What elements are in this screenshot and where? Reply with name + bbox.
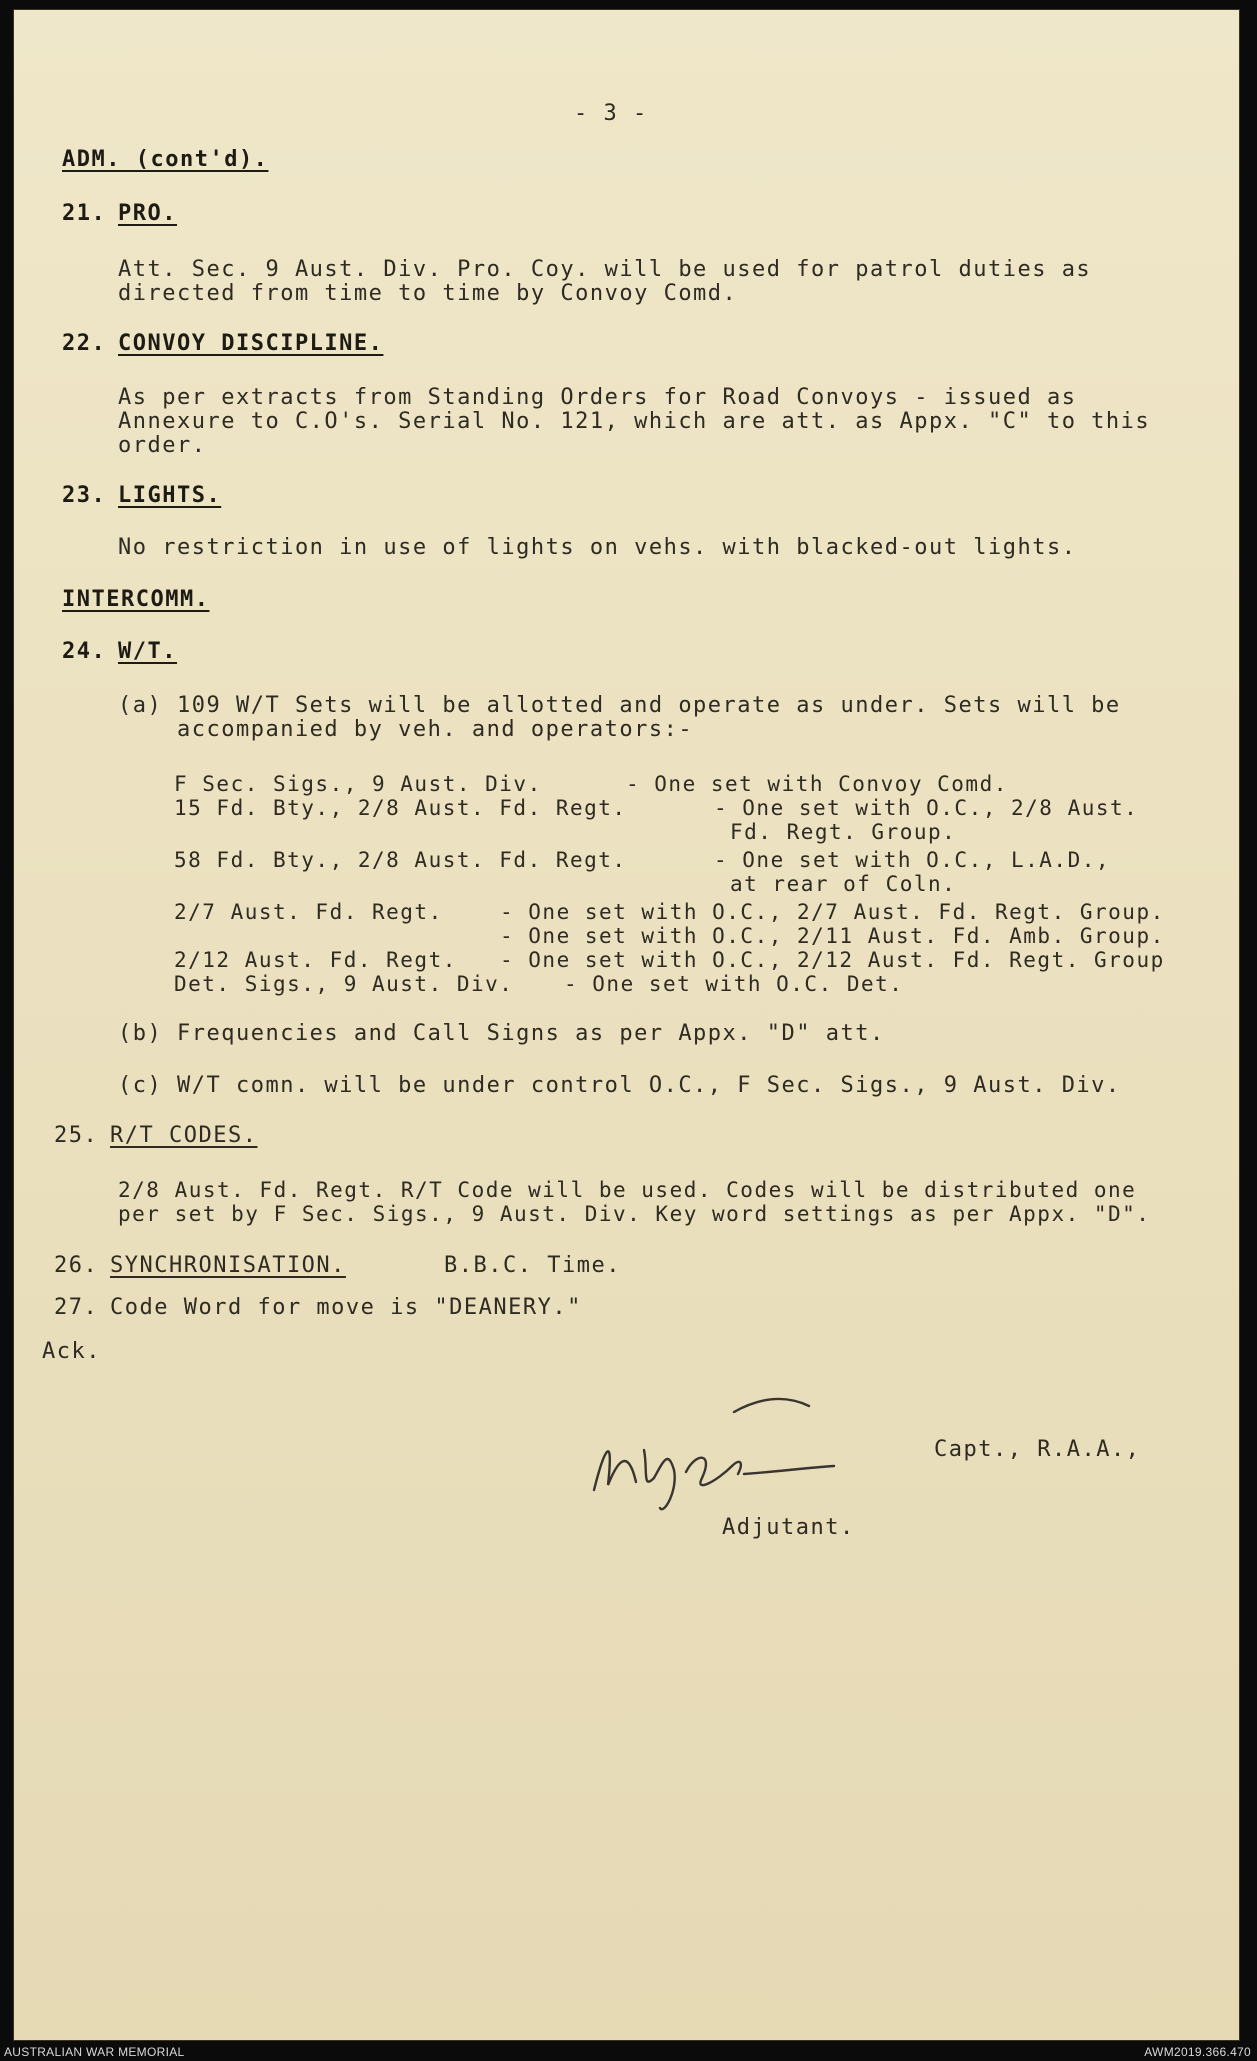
alloc-role: at rear of Coln. [730,872,957,896]
section-23-title: LIGHTS. [118,483,222,508]
adm-heading: ADM. (cont'd). [62,147,269,172]
signature-rank: Capt., R.A.A., [934,1437,1141,1462]
section-22-number: 22. [62,331,107,356]
alloc-unit: 2/7 Aust. Fd. Regt. [174,900,443,924]
section-25-number: 25. [54,1123,99,1148]
section-26-title: SYNCHRONISATION. [110,1253,346,1278]
section-22-line-2: Annexure to C.O's. Serial No. 121, which are att. as Appx. "C" to this [118,409,1151,434]
alloc-role: Fd. Regt. Group. [730,820,957,844]
alloc-role: - One set with O.C. Det. [564,972,904,996]
handwritten-signature [584,1390,954,1520]
section-24b-line: (b) Frequencies and Call Signs as per Appx. "D" att. [118,1021,885,1046]
section-21-title: PRO. [118,201,177,226]
section-25-title: R/T CODES. [110,1123,258,1148]
alloc-role: - One set with O.C., 2/12 Aust. Fd. Regt. Group [500,948,1165,972]
section-24a-line-1: (a) 109 W/T Sets will be allotted and operate as under. Sets will be [118,693,1121,718]
alloc-unit: Det. Sigs., 9 Aust. Div. [174,972,514,996]
section-24a-line-2: accompanied by veh. and operators:- [118,717,694,742]
section-23-line-1: No restriction in use of lights on vehs. with blacked-out lights. [118,535,1077,560]
section-27-number: 27. [54,1295,99,1320]
document-page [14,10,1239,2040]
page-number: - 3 - [574,101,648,126]
footer-accession-number: AWM2019.366.470 [1144,2045,1251,2059]
section-25-line-1: 2/8 Aust. Fd. Regt. R/T Code will be used. Codes will be distributed one [118,1178,1137,1202]
section-21-number: 21. [62,201,107,226]
footer-collection-label: AUSTRALIAN WAR MEMORIAL [4,2045,185,2059]
alloc-role: - One set with O.C., 2/8 Aust. [714,796,1139,820]
section-22-title: CONVOY DISCIPLINE. [118,331,384,356]
alloc-unit: 58 Fd. Bty., 2/8 Aust. Fd. Regt. [174,848,627,872]
section-22-line-1: As per extracts from Standing Orders for Road Convoys - issued as [118,385,1077,410]
alloc-role: - One set with Convoy Comd. [626,772,1008,796]
alloc-role: - One set with O.C., 2/11 Aust. Fd. Amb. Group. [500,924,1165,948]
alloc-role: - One set with O.C., 2/7 Aust. Fd. Regt. Group. [500,900,1165,924]
alloc-unit: 2/12 Aust. Fd. Regt. [174,948,457,972]
ack-line: Ack. [42,1339,101,1364]
intercomm-heading: INTERCOMM. [62,587,210,612]
section-24-title: W/T. [118,639,177,664]
section-21-line-2: directed from time to time by Convoy Comd. [118,281,738,306]
section-23-number: 23. [62,483,107,508]
signature-appointment: Adjutant. [722,1515,855,1540]
alloc-role: - One set with O.C., L.A.D., [714,848,1111,872]
section-25-line-2: per set by F Sec. Sigs., 9 Aust. Div. Key word settings as per Appx. "D". [118,1202,1151,1226]
section-26-value: B.B.C. Time. [444,1253,621,1278]
section-26-number: 26. [54,1253,99,1278]
section-22-line-3: order. [118,433,207,458]
alloc-unit: F Sec. Sigs., 9 Aust. Div. [174,772,542,796]
section-21-line-1: Att. Sec. 9 Aust. Div. Pro. Coy. will be used for patrol duties as [118,257,1092,282]
section-24-number: 24. [62,639,107,664]
alloc-unit: 15 Fd. Bty., 2/8 Aust. Fd. Regt. [174,796,627,820]
section-27-text: Code Word for move is "DEANERY." [110,1295,582,1320]
section-24c-line: (c) W/T comn. will be under control O.C., F Sec. Sigs., 9 Aust. Div. [118,1073,1121,1098]
